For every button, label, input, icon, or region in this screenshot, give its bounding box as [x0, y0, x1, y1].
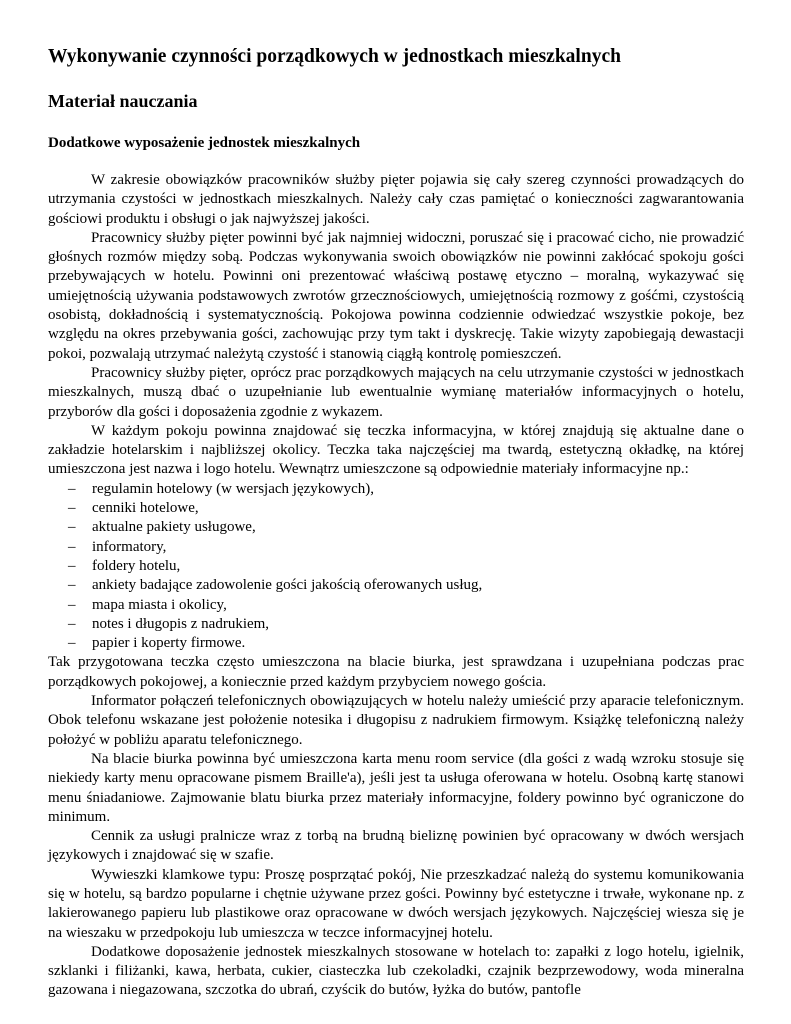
list-item: – aktualne pakiety usługowe,: [48, 518, 744, 537]
paragraph: W zakresie obowiązków pracowników służby pięter pojawia się cały szereg czynności prowadzących do utrzymania czystości w jednostkach mieszkalnych. Należy cały czas pamiętać o konieczności zagwarantowania gościowi produktu i obsługi o jak najwyższej jakości.: [48, 172, 744, 227]
paragraph: Pracownicy służby pięter, oprócz prac porządkowych mających na celu utrzymanie czystości w jednostkach mieszkalnych, muszą dbać o uzupełnianie lub ewentualnie wymianę materiałów informacyjnych o hotelu, przyborów dla gości i doposażenia zgodnie z wykazem.: [48, 364, 744, 420]
list-dash: –: [68, 480, 76, 497]
list-dash: –: [68, 500, 76, 517]
section-heading: Materiał nauczania: [48, 91, 198, 111]
list-item: – cenniki hotelowe,: [48, 499, 744, 518]
list-item: – ankiety badające zadowolenie gości jakością oferowanych usług,: [48, 576, 744, 595]
page-title: Wykonywanie czynności porządkowych w jednostkach mieszkalnych: [48, 46, 621, 67]
list-item: – regulamin hotelowy (w wersjach językowych),: [48, 480, 744, 499]
list-dash: –: [68, 557, 76, 574]
paragraph: W każdym pokoju powinna znajdować się teczka informacyjna, w której znajdują się aktualne dane o zakładzie hotelarskim i najbliższej okolicy. Teczka taka najczęściej ma twardą, estetyczną okładkę, na której umieszczona jest nazwa i logo hotelu. Wewnątrz umieszczone są odpowiednie materiały informacyjne np.:: [48, 422, 744, 478]
paragraph: Cennik za usługi pralnicze wraz z torbą na brudną bieliznę powinien być opracowany w dwóch wersjach językowych i znajdować się w szafie.: [48, 828, 744, 864]
paragraph: Pracownicy służby pięter powinni być jak najmniej widoczni, poruszać się i pracować cicho, nie prowadzić głośnych rozmów między sobą. Podczas wykonywania swoich obowiązków nie powinni zakłócać spokoju gości przebywających w hotelu. Powinni oni prezentować właściwą postawę etyczno – moralną, wykazywać się umiejętnością używania podstawowych zwrotów grzecznościowych, umiejętnością rozmowy z gośćmi, czystością osobistą, dokładnością i systematycznością. Pokojowa powinna codziennie odwiedzać wszystkie pokoje, bez względu na okres przebywania gości, zachowując przy tym takt i dyskrecję. Takie wizyty zapobiegają dewastacji pokoi, pozwalają utrzymać należytą czystość i stanowią ciągłą kontrolę pomieszczeń.: [48, 229, 744, 362]
list-dash: –: [68, 615, 76, 632]
list-item: – papier i koperty firmowe.: [48, 634, 744, 653]
info-materials-list: [48, 480, 744, 654]
paragraph: Tak przygotowana teczka często umieszczona na blacie biurka, jest sprawdzana i uzupełniana podczas prac porządkowych pokojowej, a koniecznie przed każdym przybyciem nowego gościa.: [48, 654, 744, 690]
paragraph: Na blacie biurka powinna być umieszczona karta menu room service (dla gości z wadą wzroku stosuje się niekiedy karty menu opracowane pismem Braille'a), jeśli jest ta usługa oferowana w hotelu. Osobną kartę stanowi menu śniadaniowe. Zajmowanie blatu biurka przez materiały informacyjne, foldery powinno być ograniczone do minimum.: [48, 750, 744, 825]
document-body: [48, 171, 744, 1001]
list-dash: –: [68, 635, 76, 652]
list-dash: –: [68, 538, 76, 555]
list-dash: –: [68, 577, 76, 594]
subsection-heading: Dodatkowe wyposażenie jednostek mieszkalnych: [48, 135, 361, 151]
list-dash: –: [68, 519, 76, 536]
paragraph: Dodatkowe doposażenie jednostek mieszkalnych stosowane w hotelach to: zapałki z logo hotelu, igielnik, szklanki i filiżanki, kawa, herbata, cukier, ciasteczka lub czekoladki, czajnik bezprzewodowy, woda mineralna gazowana i niegazowana, szczotka do ubrań, czyścik do butów, łyżka do butów, pantofle: [48, 943, 744, 999]
list-dash: –: [68, 596, 76, 613]
list-item: – informatory,: [48, 538, 744, 557]
list-item: – foldery hotelu,: [48, 557, 744, 576]
list-item: – mapa miasta i okolicy,: [48, 596, 744, 615]
paragraph: Wywieszki klamkowe typu: Proszę posprzątać pokój, Nie przeszkadzać należą do systemu komunikowania się w hotelu, są bardzo popularne i chętnie używane przez gości. Powinny być estetyczne i trwałe, wykonane np. z lakierowanego papieru lub plastikowe oraz opracowane w dwóch wersjach językowych. Najczęściej wiesza się je na wieszaku w przedpokoju lub umieszcza w teczce informacyjnej hotelu.: [48, 866, 744, 941]
paragraph: Informator połączeń telefonicznych obowiązujących w hotelu należy umieścić przy aparacie telefonicznym. Obok telefonu wskazane jest położenie notesika i długopisu z nadrukiem firmowym. Książkę telefoniczną należy położyć w pobliżu aparatu telefonicznego.: [48, 693, 744, 748]
list-item: – notes i długopis z nadrukiem,: [48, 615, 744, 634]
